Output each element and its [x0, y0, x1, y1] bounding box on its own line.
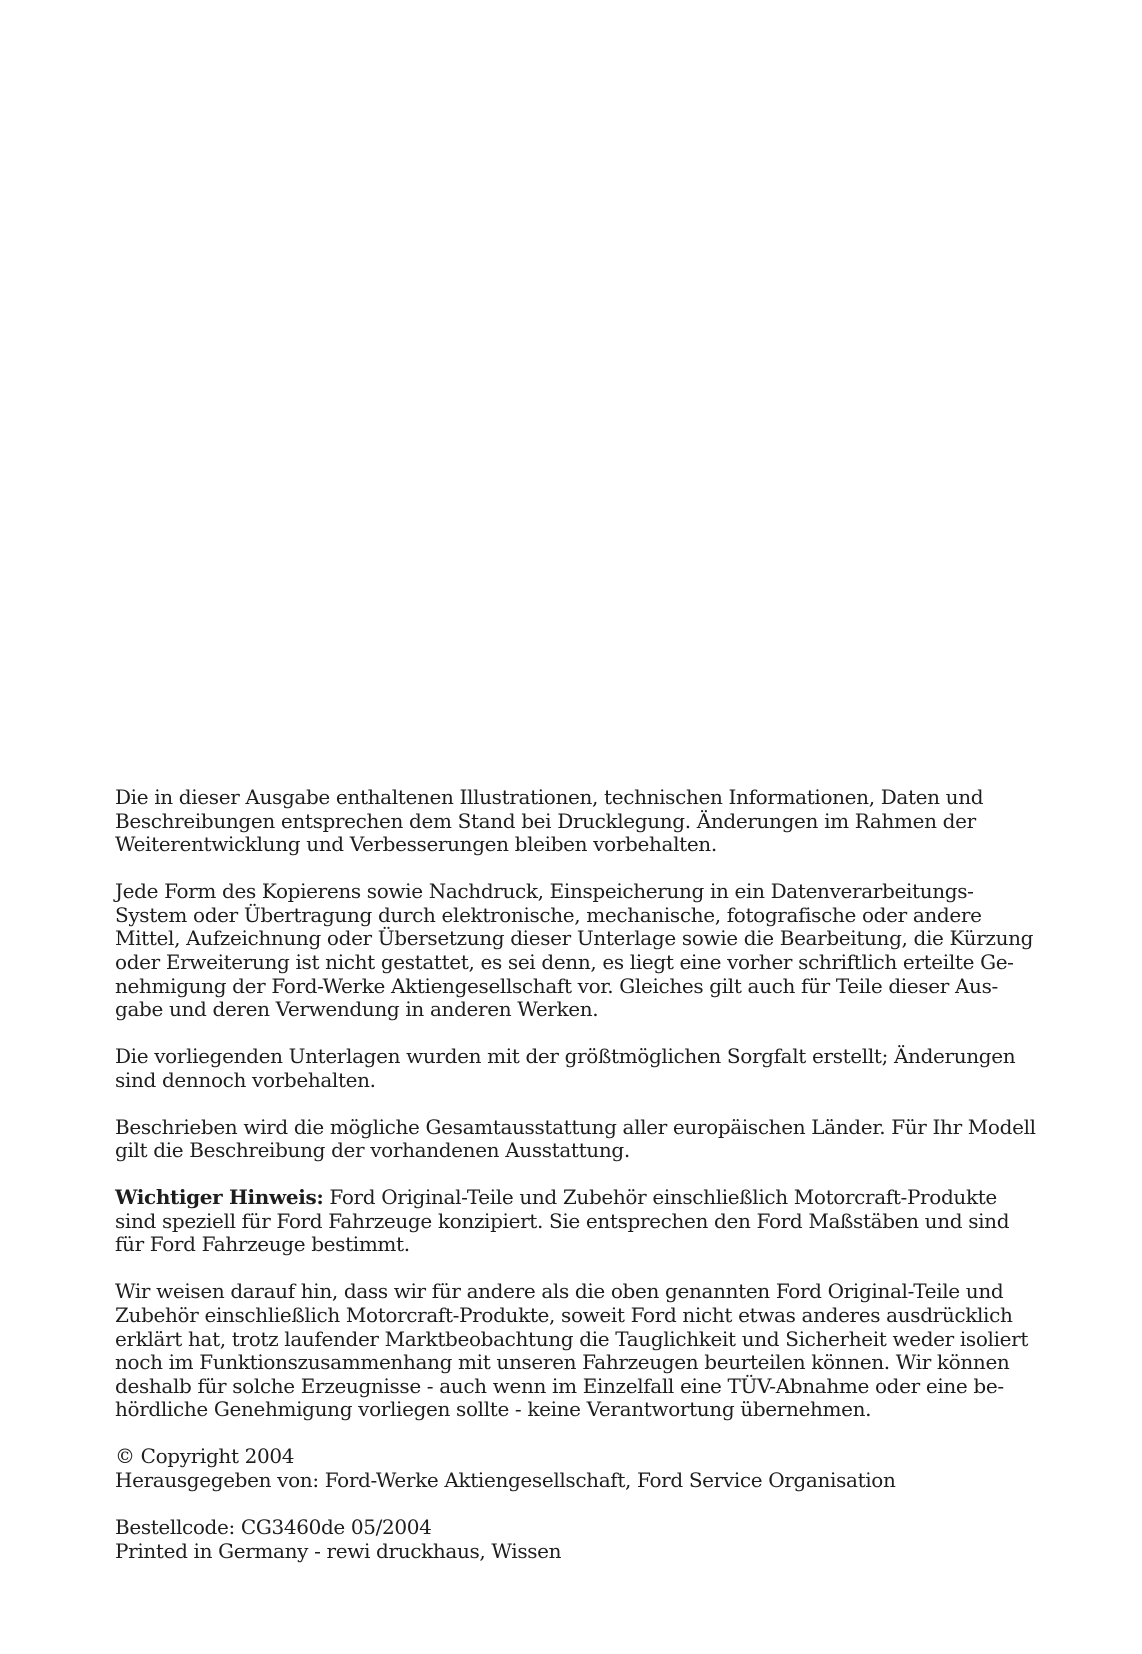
text-line: Beschreibungen entsprechen dem Stand bei Drucklegung. Änderungen im Rahmen der — [115, 808, 976, 833]
order-code-line: Bestellcode: CG3460de 05/2004 — [115, 1514, 432, 1539]
text-line: gabe und deren Verwendung in anderen Werken. — [115, 997, 599, 1022]
text-line: sind speziell für Ford Fahrzeuge konzipiert. Sie entsprechen den Ford Maßstäben und sind — [115, 1208, 1010, 1233]
text-line: gilt die Beschreibung der vorhandenen Ausstattung. — [115, 1138, 630, 1163]
text-line: noch im Funktionszusammenhang mit unseren Fahrzeugen beurteilen können. Wir können — [115, 1350, 1010, 1375]
text-line: nehmigung der Ford-Werke Aktiengesellschaft vor. Gleiches gilt auch für Teile dieser Aus- — [115, 973, 998, 998]
text-line: für Ford Fahrzeuge bestimmt. — [115, 1232, 410, 1257]
text-line: Zubehör einschließlich Motorcraft-Produkte, soweit Ford nicht etwas anderes ausdrücklich — [115, 1303, 1013, 1328]
paragraph-copy-restriction — [115, 879, 1034, 1022]
copyright-line: © Copyright 2004 — [115, 1444, 295, 1469]
paragraph-copyright — [115, 1445, 1030, 1492]
paragraph-print-info — [115, 1516, 1030, 1563]
paragraph-important-notice — [115, 1186, 1030, 1257]
text-line: hördliche Genehmigung vorliegen sollte - keine Verantwortung übernehmen. — [115, 1397, 872, 1422]
text-line: Mittel, Aufzeichnung oder Übersetzung dieser Unterlage sowie die Bearbeitung, die Kürzung — [115, 926, 1034, 951]
text-line: Beschrieben wird die mögliche Gesamtausstattung aller europäischen Länder. Für Ihr Modell — [115, 1114, 1036, 1139]
text-line: Weiterentwicklung und Verbesserungen bleiben vorbehalten. — [115, 832, 717, 857]
text-line: deshalb für solche Erzeugnisse - auch wenn im Einzelfall eine TÜV-Abnahme oder eine be- — [115, 1373, 1004, 1398]
text-line: oder Erweiterung ist nicht gestattet, es sei denn, es liegt eine vorher schriftlich erteilte Ge- — [115, 949, 1014, 974]
printed-line: Printed in Germany - rewi druckhaus, Wissen — [115, 1538, 562, 1563]
paragraph-illustrations-notice — [115, 786, 1030, 857]
text-line — [115, 1186, 1030, 1210]
text-line: Jede Form des Kopierens sowie Nachdruck, Einspeicherung in ein Datenverarbeitungs- — [115, 879, 974, 904]
text-line: Die in dieser Ausgabe enthaltenen Illustrationen, technischen Informationen, Daten und — [115, 785, 984, 809]
legal-notice-text — [115, 785, 1036, 1563]
text-line: erklärt hat, trotz laufender Marktbeobachtung die Tauglichkeit und Sicherheit weder isoliert — [115, 1326, 1029, 1351]
important-notice-lead-text: Ford Original-Teile und Zubehör einschließlich Motorcraft-Produkte — [323, 1185, 997, 1210]
paragraph-equipment-notice — [115, 1114, 1036, 1163]
text-line: System oder Übertragung durch elektronische, mechanische, fotografische oder andere — [115, 902, 982, 927]
text-line: sind dennoch vorbehalten. — [115, 1067, 376, 1092]
paragraph-liability-notice — [115, 1280, 1030, 1422]
paragraph-care-notice — [115, 1045, 1030, 1092]
text-line: Die vorliegenden Unterlagen wurden mit der größtmöglichen Sorgfalt erstellt; Änderungen — [115, 1044, 1016, 1069]
important-notice-label: Wichtiger Hinweis: — [115, 1185, 324, 1210]
text-line: Wir weisen darauf hin, dass wir für andere als die oben genannten Ford Original-Teile und — [115, 1279, 1004, 1304]
publisher-line: Herausgegeben von: Ford-Werke Aktiengesellschaft, Ford Service Organisation — [115, 1468, 896, 1492]
